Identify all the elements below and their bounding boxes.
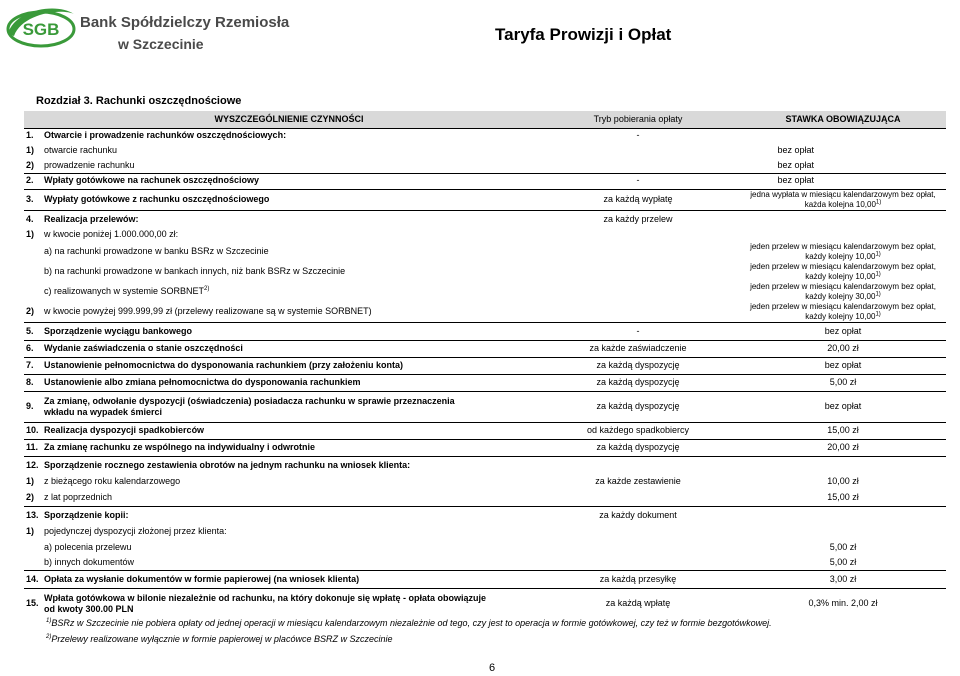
row-mode — [536, 158, 740, 173]
row-mode: za każdą wypłatę — [603, 193, 673, 204]
row-number: 7. — [26, 360, 34, 371]
row-mode — [536, 525, 740, 540]
row-rate: 20,00 zł — [827, 442, 859, 453]
row-number: 11. — [26, 442, 39, 453]
table-row — [24, 507, 946, 525]
table-row — [24, 375, 946, 392]
fee-table — [24, 111, 946, 619]
table-row — [24, 128, 946, 143]
row-number: 1. — [26, 130, 34, 141]
row-mode — [536, 242, 740, 262]
row-number: 13. — [26, 510, 39, 521]
row-mode: za każde zaświadczenie — [589, 343, 687, 354]
row-mode — [536, 143, 740, 158]
row-rate: 10,00 zł — [827, 475, 859, 486]
row-rate: bez opłat — [824, 360, 862, 371]
row-rate — [740, 210, 946, 228]
row-mode: za każdy dokument — [599, 510, 677, 521]
row-number: 2) — [26, 492, 35, 503]
row-description: w kwocie powyżej 999.999,99 zł (przelewy realizowane są w systemie SORBNET) — [44, 306, 372, 317]
row-mode — [536, 457, 740, 474]
bank-name: Bank Spółdzielczy Rzemiosła — [80, 14, 290, 31]
row-rate: 5,00 zł — [829, 377, 857, 388]
row-rate: 15,00 zł — [827, 492, 859, 503]
row-number: 4. — [26, 213, 34, 224]
row-rate: 3,00 zł — [829, 573, 857, 584]
row-rate: bez opłat — [777, 159, 814, 170]
row-mode — [536, 556, 740, 571]
row-rate — [740, 228, 946, 242]
table-row — [24, 392, 946, 423]
row-description: z bieżącego roku kalendarzowego — [44, 475, 181, 486]
table-header-row — [24, 111, 946, 128]
row-description: Sporządzenie kopii: — [44, 510, 129, 521]
table-row — [24, 210, 946, 228]
row-number: 3. — [26, 193, 34, 204]
row-rate — [740, 457, 946, 474]
row-description: Za zmianę rachunku ze wspólnego na indywidualny i odwrotnie — [44, 442, 316, 453]
row-number: 1) — [26, 475, 35, 486]
row-number: 2) — [26, 159, 35, 170]
table-row — [24, 556, 946, 571]
row-mode: za każde zestawienie — [595, 475, 681, 486]
row-rate: 20,00 zł — [827, 343, 859, 354]
table-row — [24, 589, 946, 619]
row-mode: - — [636, 175, 640, 186]
header-mode: Tryb pobierania opłaty — [593, 113, 683, 124]
row-mode — [536, 228, 740, 242]
sgb-logo-icon — [4, 4, 78, 50]
bank-city: w Szczecinie — [118, 36, 204, 52]
page-number: 6 — [489, 662, 496, 674]
document-title: Taryfa Prowizji i Opłat — [495, 25, 672, 44]
table-row — [24, 358, 946, 375]
row-rate — [740, 525, 946, 540]
table-row — [24, 525, 946, 540]
row-mode: za każdy przelew — [603, 213, 673, 224]
row-number: 8. — [26, 377, 34, 388]
row-mode — [536, 490, 740, 507]
row-description: Za zmianę, odwołanie dyspozycji (oświadczenia) posiadacza rachunku w sprawie przeznaczenia wkładu na wypadek śmierci — [44, 395, 455, 417]
row-mode — [536, 282, 740, 302]
header-rate: STAWKA OBOWIĄZUJĄCA — [785, 113, 901, 124]
row-mode: - — [636, 130, 640, 141]
table-row — [24, 457, 946, 474]
row-description: Wydanie zaświadczenia o stanie oszczędności — [44, 343, 243, 354]
row-mode: - — [636, 325, 640, 336]
logo-text: SGB — [22, 20, 60, 39]
row-rate: jeden przelew w miesiącu kalendarzowym bez opłat, każdy kolejny 10,00$^{1)}$ — [750, 262, 936, 281]
row-number: 1) — [26, 229, 35, 240]
row-rate: jeden przelew w miesiącu kalendarzowym bez opłat, każdy kolejny 30,00$^{1)}$ — [750, 282, 936, 301]
table-row — [24, 571, 946, 589]
row-mode: za każdą dyspozycję — [596, 442, 680, 453]
table-row — [24, 490, 946, 507]
row-description: prowadzenie rachunku — [44, 159, 135, 170]
row-description: Ustanowienie albo zmiana pełnomocnictwa do dysponowania rachunkiem — [44, 377, 361, 388]
table-row — [24, 158, 946, 173]
row-description: Wpłaty gotówkowe na rachunek oszczędnościowy — [44, 175, 260, 186]
table-row — [24, 423, 946, 440]
row-rate: bez opłat — [824, 401, 862, 412]
row-mode — [536, 262, 740, 282]
row-description: z lat poprzednich — [44, 492, 113, 503]
row-rate: 15,00 zł — [827, 425, 859, 436]
row-mode: za każdą dyspozycję — [596, 360, 680, 371]
table-row — [24, 242, 946, 262]
row-rate: bez opłat — [824, 325, 862, 336]
row-description: Opłata za wysłanie dokumentów w formie papierowej (na wniosek klienta) — [44, 573, 360, 584]
row-description: Realizacja przelewów: — [44, 213, 139, 224]
table-row — [24, 323, 946, 341]
header-description: WYSZCZEGÓLNIENIE CZYNNOŚCI — [214, 113, 364, 124]
table-row — [24, 440, 946, 457]
row-rate: bez opłat — [777, 144, 814, 155]
row-number: 12. — [26, 459, 39, 470]
row-number: 10. — [26, 425, 39, 436]
row-description: Ustanowienie pełnomocnictwa do dysponowania rachunkiem (przy założeniu konta) — [44, 360, 404, 371]
row-mode: za każdą przesyłkę — [599, 573, 677, 584]
table-row — [24, 189, 946, 210]
row-mode: od każdego spadkobiercy — [586, 425, 690, 436]
row-number: 9. — [26, 401, 34, 412]
row-description: w kwocie poniżej 1.000.000,00 zł: — [44, 229, 179, 240]
row-description: Wypłaty gotówkowe z rachunku oszczędnościowego — [44, 193, 270, 204]
row-rate: 5,00 zł — [829, 541, 857, 552]
row-number: 1) — [26, 144, 35, 155]
row-description: Sporządzenie wyciągu bankowego — [44, 325, 193, 336]
table-row — [24, 173, 946, 189]
row-rate: 5,00 zł — [829, 557, 857, 568]
table-row — [24, 540, 946, 556]
row-mode — [536, 302, 740, 323]
row-number: 6. — [26, 343, 34, 354]
row-description: b) na rachunki prowadzone w bankach innych, niż bank BSRz w Szczecinie — [44, 266, 346, 277]
table-row — [24, 228, 946, 242]
row-description: otwarcie rachunku — [44, 144, 118, 155]
row-description: c) realizowanych w systemie SORBNET$^{2)}$ — [44, 286, 210, 297]
row-description: Otwarcie i prowadzenie rachunków oszczędnościowych: — [44, 130, 287, 141]
row-rate: 0,3% min. 2,00 zł — [808, 598, 878, 609]
row-description: Wpłata gotówkowa w bilonie niezależnie od rachunku, na który dokonuje się wpłatę - opłata obowiązuje od kwoty 300.00 PLN — [44, 592, 487, 614]
row-rate — [740, 128, 946, 143]
row-description: a) na rachunki prowadzone w banku BSRz w Szczecinie — [44, 246, 269, 257]
table-row — [24, 341, 946, 358]
row-number: 2. — [26, 175, 34, 186]
row-number: 5. — [26, 325, 34, 336]
row-description: Sporządzenie rocznego zestawienia obrotów na jednym rachunku na wniosek klienta: — [44, 459, 411, 470]
row-rate: jedna wypłata w miesiącu kalendarzowym bez opłat, każda kolejna 10,00$^{1)}$ — [750, 189, 936, 209]
table-row — [24, 302, 946, 323]
row-rate: jeden przelew w miesiącu kalendarzowym bez opłat, każdy kolejny 10,00$^{1)}$ — [750, 302, 936, 321]
table-row — [24, 282, 946, 302]
row-description: pojedynczej dyspozycji złożonej przez klienta: — [44, 526, 227, 537]
section-title: Rozdział 3. Rachunki oszczędnościowe — [36, 95, 242, 107]
footnote-1: $^{1)}$BSRz w Szczecinie nie pobiera opłaty od jednej operacji w miesiącu kalendarzowym niezależnie od tego, czy jest to operacja w formie gotówkowej, czy też w formie bezgotówkowej. — [46, 618, 772, 628]
row-number: 2) — [26, 306, 35, 317]
row-description: b) innych dokumentów — [44, 557, 135, 568]
table-row — [24, 474, 946, 490]
row-number: 1) — [26, 526, 35, 537]
footnote-2: $^{2)}$Przelewy realizowane wyłącznie w formie papierowej w placówce BSRZ w Szczecinie — [46, 634, 393, 644]
table-row — [24, 143, 946, 158]
row-mode: za każdą dyspozycję — [596, 401, 680, 412]
row-description: a) polecenia przelewu — [44, 541, 132, 552]
row-number: 14. — [26, 573, 39, 584]
row-mode: za każdą dyspozycję — [596, 377, 680, 388]
row-rate: jeden przelew w miesiącu kalendarzowym bez opłat, każdy kolejny 10,00$^{1)}$ — [750, 242, 936, 261]
row-number: 15. — [26, 598, 39, 609]
row-rate — [740, 507, 946, 525]
row-mode — [536, 540, 740, 556]
row-mode: za każdą wpłatę — [605, 598, 671, 609]
table-row — [24, 262, 946, 282]
row-rate: bez opłat — [777, 175, 814, 186]
row-description: Realizacja dyspozycji spadkobierców — [44, 425, 205, 436]
